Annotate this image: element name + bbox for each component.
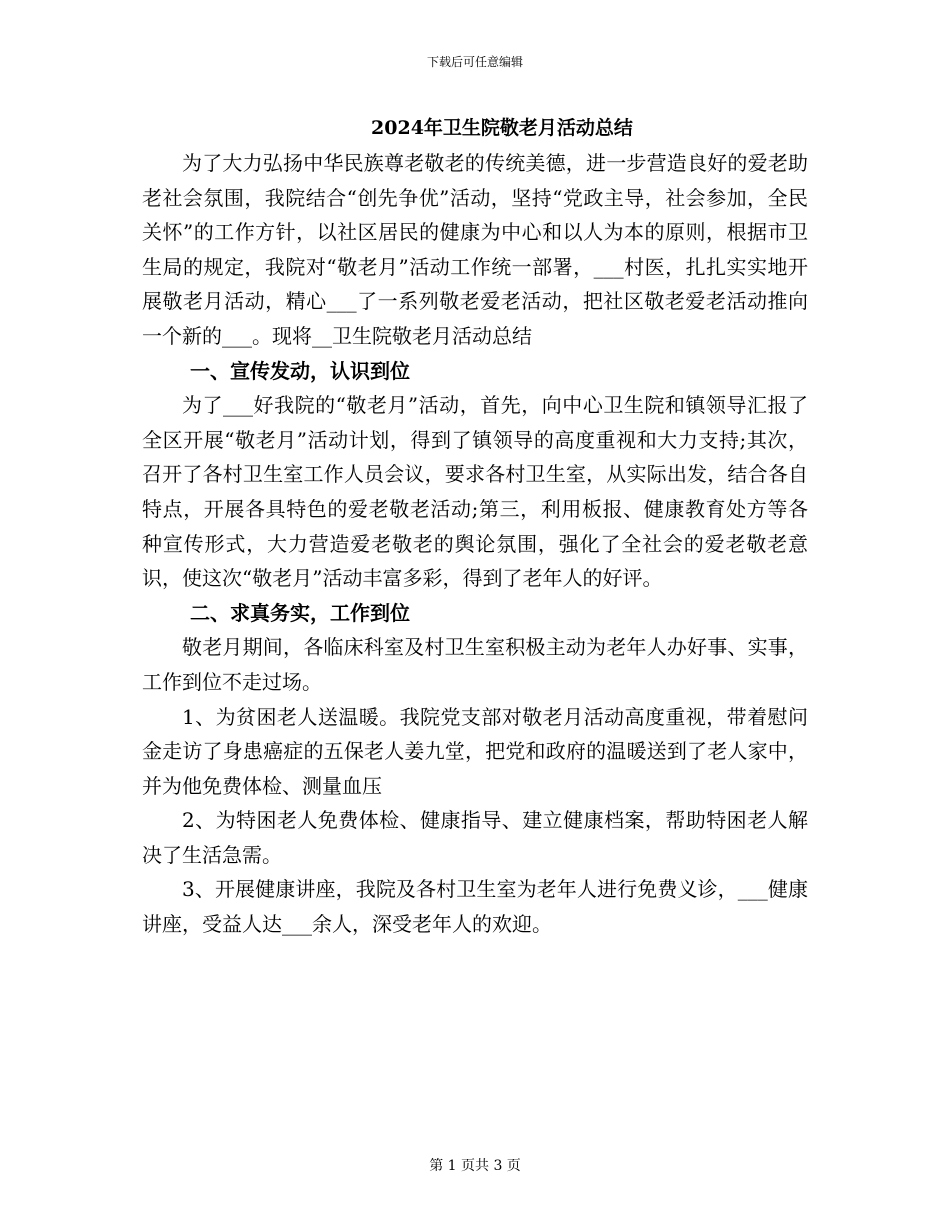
document-title: 2024年卫生院敬老月活动总结 — [371, 117, 633, 139]
section-1-paragraph: 为了___好我院的“敬老月”活动，首先，向中心卫生院和镇领导汇报了全区开展“敬老月”活动计划，得到了镇领导的高度重视和大力支持;其次，召开了各村卫生室工作人员会议，要求各村卫生室，从实际出发，结合各自特点，开展各具特色的爱老敬老活动;第三，利用板报、健康教育处方等各种宣传形式，大力营造爱老敬老的舆论氛围，强化了全社会的爱老敬老意识，使这次“敬老月”活动丰富多彩，得到了老年人的好评。 — [142, 393, 808, 591]
header-note: 下载后可任意编辑 — [426, 55, 523, 69]
intro-paragraph: 为了大力弘扬中华民族尊老敬老的传统美德，进一步营造良好的爱老助老社会氛围，我院结合“创先争优”活动，坚持“党政主导，社会参加，全民关怀”的工作方针，以社区居民的健康为中心和以人为本的原则，根据市卫生局的规定，我院对“敬老月”活动工作统一部署，___村医，扎扎实实地开展敬老月活动，精心___了一系列敬老爱老活动，把社区敬老爱老活动推向一个新的___。现将__卫生院敬老月活动总结 — [142, 151, 808, 348]
list-item-2: 2、为特困老人免费体检、健康指导、建立健康档案，帮助特困老人解决了生活急需。 — [142, 808, 808, 867]
section-1-heading: 一、宣传发动，认识到位 — [190, 358, 410, 383]
page-number: 第 1 页共 3 页 — [429, 1158, 521, 1174]
section-2-heading: 二、求真务实，工作到位 — [190, 600, 410, 625]
list-item-3: 3、开展健康讲座，我院及各村卫生室为老年人进行免费义诊，___健康讲座，受益人达___余人，深受老年人的欢迎。 — [142, 877, 808, 937]
list-item-1: 1、为贫困老人送温暖。我院党支部对敬老月活动高度重视，带着慰问金走访了身患癌症的五保老人姜九堂，把党和政府的温暖送到了老人家中，并为他免费体检、测量血压 — [142, 704, 808, 798]
section-2-paragraph: 敬老月期间，各临床科室及村卫生室积极主动为老年人办好事、实事，工作到位不走过场。 — [142, 635, 808, 694]
document-body — [142, 146, 808, 942]
